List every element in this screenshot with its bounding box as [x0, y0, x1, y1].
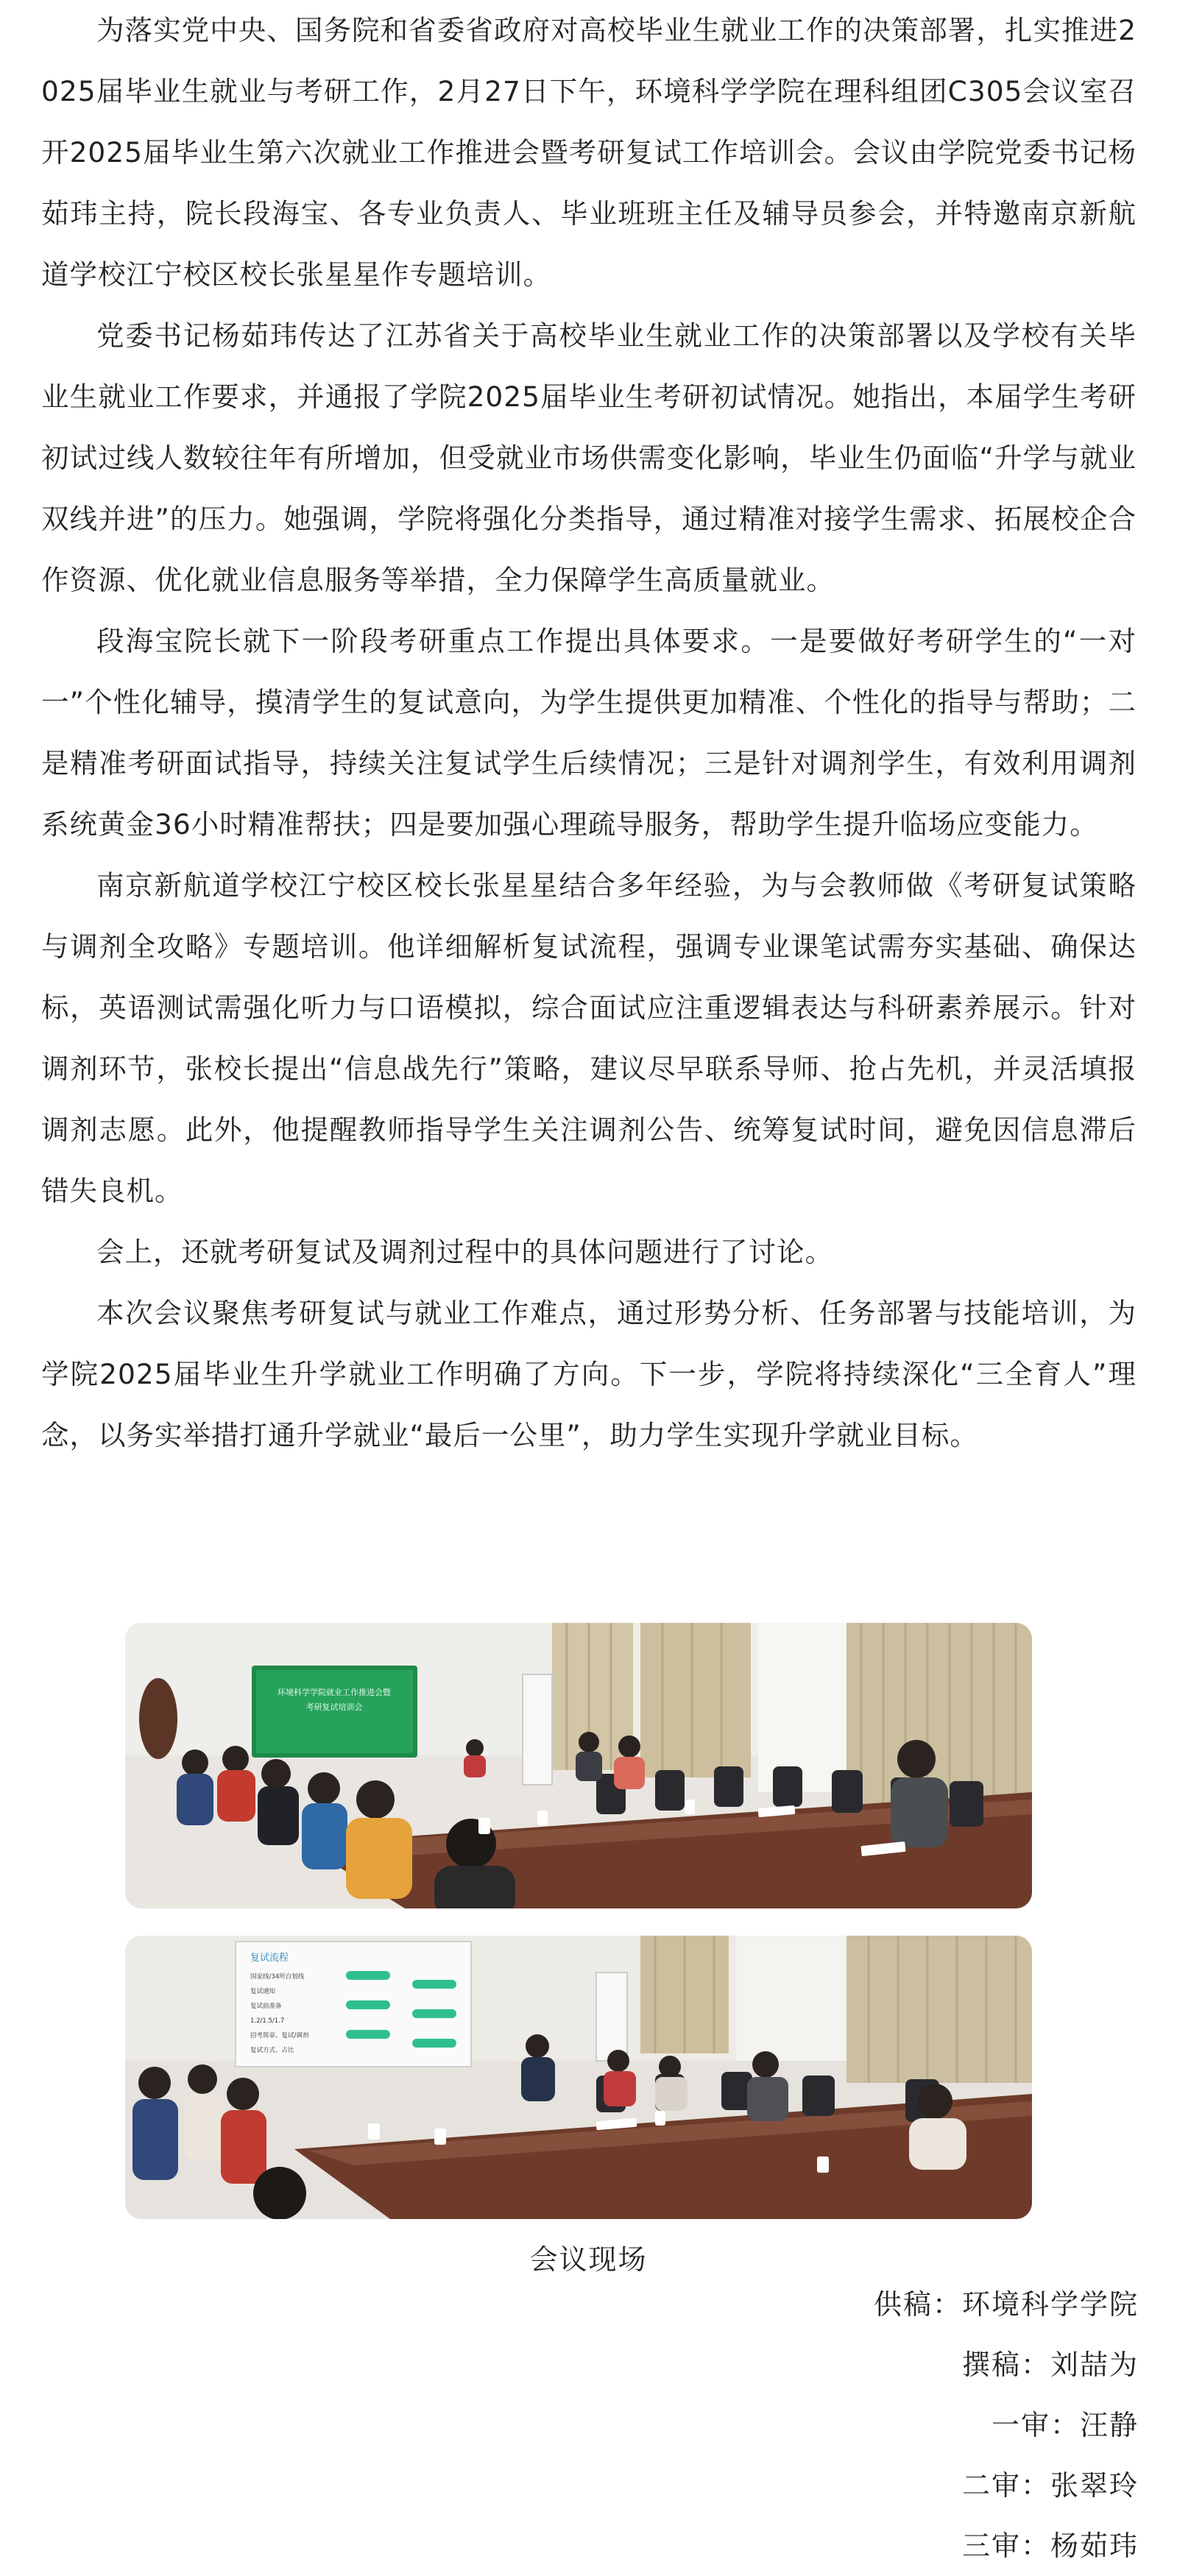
screen-subtitle: 考研复试培训会: [305, 1702, 363, 1712]
paragraph-training: 南京新航道学校江宁校区校长张星星结合多年经验，为与会教师做《考研复试策略与调剂全攻略》专题培训。他详细解析复试流程，强调专业课笔试需夯实基础、确保达标，英语测试需强化听力与口语模拟，综合面试应注重逻辑表达与科研素养展示。针对调剂环节，张校长提出“信息战先行”策略，建议尽早联系导师、抢占先机，并灵活填报调剂志愿。此外，他提醒教师指导学生关注调剂公告、统筹复试时间，避免因信息滞后错失良机。: [41, 869, 1137, 1207]
paragraph-discussion: 会上，还就考研复试及调剂过程中的具体问题进行了讨论。: [96, 1236, 833, 1268]
credit-writer: 撰稿：刘喆为: [961, 2349, 1139, 2381]
slide-line: 复试方式、占比: [250, 2047, 294, 2054]
meeting-photo-2: [125, 1936, 1032, 2219]
paragraph-summary: 本次会议聚焦考研复试与就业工作难点，通过形势分析、任务部署与技能培训，为学院2025届毕业生升学就业工作明确了方向。下一步，学院将持续深化“三全育人”理念，以务实举措打通升学就业“最后一公里”，助力学生实现升学就业目标。: [41, 1297, 1137, 1451]
slide-line: 1.2/1.5/1.7: [250, 2017, 285, 2025]
slide-line: 复试前准备: [250, 2003, 282, 2010]
paragraph-dean: 段海宝院长就下一阶段考研重点工作提出具体要求。一是要做好考研学生的“一对一”个性化辅导，摸清学生的复试意向，为学生提供更加精准、个性化的指导与帮助；二是精准考研面试指导，持续关注复试学生后续情况；三是针对调剂学生，有效利用调剂系统黄金36小时精准帮扶；四是要加强心理疏导服务，帮助学生提升临场应变能力。: [41, 625, 1137, 841]
photo-caption: 会议现场: [529, 2243, 648, 2276]
credit-first-review: 一审：汪静: [991, 2409, 1139, 2441]
slide-line: 国家线/34所自划线: [250, 1973, 305, 1981]
screen-title: 环境科学学院就业工作推进会暨: [278, 1688, 391, 1697]
article-body: [41, 0, 1137, 1466]
credit-second-review: 二审：张翠玲: [961, 2469, 1139, 2502]
meeting-photo-1: [125, 1623, 1032, 1908]
paragraph-intro: 为落实党中央、国务院和省委省政府对高校毕业生就业工作的决策部署，扎实推进2025届毕业生就业与考研工作，2月27日下午，环境科学学院在理科组团C305会议室召开2025届毕业生第六次就业工作推进会暨考研复试工作培训会。会议由学院党委书记杨茹玮主持，院长段海宝、各专业负责人、毕业班班主任及辅导员参会，并特邀南京新航道学校江宁校区校长张星星作专题培训。: [41, 14, 1137, 291]
slide-line: 招考简章、复试/调剂: [250, 2032, 309, 2039]
credit-third-review: 三审：杨茹玮: [961, 2530, 1139, 2562]
paragraph-party-secretary: 党委书记杨茹玮传达了江苏省关于高校毕业生就业工作的决策部署以及学校有关毕业生就业工作要求，并通报了学院2025届毕业生考研初试情况。她指出，本届学生考研初试过线人数较往年有所增加，但受就业市场供需变化影响，毕业生仍面临“升学与就业双线并进”的压力。她强调，学院将强化分类指导，通过精准对接学生需求、拓展校企合作资源、优化就业信息服务等举措，全力保障学生高质量就业。: [41, 319, 1137, 596]
credit-source: 供稿：环境科学学院: [873, 2288, 1139, 2321]
slide-title: 复试流程: [250, 1953, 289, 1964]
credits-block: [874, 2274, 1139, 2576]
slide-line: 复试通知: [250, 1988, 276, 1995]
